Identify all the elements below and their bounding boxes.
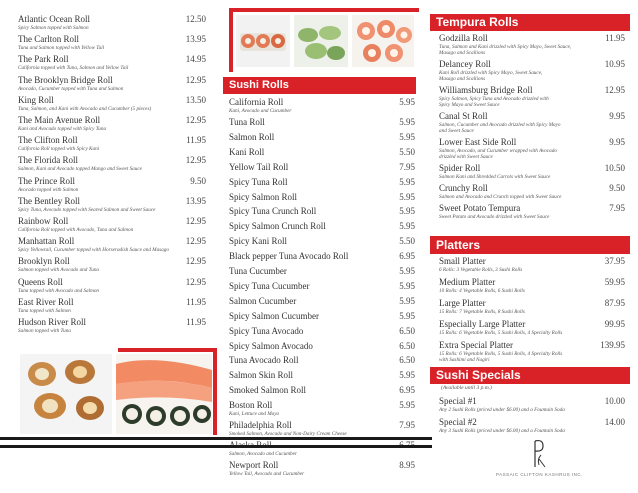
menu-item-name: Spider Roll <box>439 163 481 173</box>
menu-item-price: 11.95 <box>186 317 206 327</box>
menu-item-name: Hudson River Roll <box>18 317 87 327</box>
menu-item <box>18 277 206 294</box>
menu-item-name: Boston Roll <box>229 400 273 411</box>
menu-item <box>229 370 415 381</box>
menu-item-description: Kani, Avocado and Cucumber <box>229 108 292 114</box>
menu-item-name: Spicy Salmon Avocado <box>229 340 313 351</box>
menu-item-name: Manhattan Roll <box>18 236 75 247</box>
menu-item-price: 5.95 <box>399 266 415 276</box>
photo-frame-bottom-right <box>213 348 217 435</box>
menu-item-price: 13.95 <box>185 195 206 206</box>
menu-item <box>439 33 625 56</box>
menu-item-name: Spicy Tuna Crunch Roll <box>229 206 317 217</box>
photo-frame-top <box>229 8 419 12</box>
menu-item <box>229 177 415 188</box>
menu-item <box>18 297 206 314</box>
menu-item <box>439 111 625 134</box>
menu-item-description: Spicy Yellowtail, Cucumber topped with Horseradish Sauce and Masago <box>18 247 169 254</box>
menu-item-name: Special #2 <box>439 417 477 427</box>
menu-item <box>229 236 415 247</box>
menu-item <box>18 256 206 273</box>
menu-item-price: 12.50 <box>185 14 206 24</box>
menu-item-name: Tuna Cucumber <box>229 266 287 276</box>
menu-item-price: 14.95 <box>185 54 206 65</box>
menu-item <box>18 95 206 112</box>
sushi-photo-3 <box>352 15 414 67</box>
menu-item-description: California Roll topped with Avocado, Tuna and Salmon <box>18 227 134 233</box>
menu-item-name: East River Roll <box>18 296 74 307</box>
menu-item-name: Williamsburg Bridge Roll <box>439 85 533 95</box>
menu-item-price: 6.95 <box>399 251 415 262</box>
sushi-photo-1 <box>236 15 290 67</box>
menu-item-name: Spicy Kani Roll <box>229 236 287 247</box>
menu-item-description: Salmon, Avocado and Cucumber <box>229 451 297 458</box>
menu-item-price: 13.95 <box>185 34 206 45</box>
menu-item-price: 5.95 <box>399 191 415 202</box>
menu-item-name: Atlantic Ocean Roll <box>18 14 90 24</box>
menu-item <box>229 296 415 307</box>
bottom-bar-2 <box>0 445 432 448</box>
menu-item-name: Salmon Skin Roll <box>229 370 294 381</box>
menu-item-description: Salmon, Kani and Avocado topped Mango and Sweet Sauce <box>18 166 142 173</box>
menu-item-price: 11.95 <box>605 33 625 43</box>
menu-item <box>439 163 625 180</box>
menu-item-price: 9.95 <box>609 137 625 147</box>
menu-item-name: Philadelphia Roll <box>229 420 292 431</box>
menu-item <box>18 135 206 152</box>
menu-item <box>229 311 415 322</box>
menu-item-description: California Roll topped with Spicy Kani <box>18 146 100 153</box>
menu-item-description: Avocado, Cucumber topped with Tuna and Salmon <box>18 85 124 92</box>
menu-item-price: 5.50 <box>399 146 415 157</box>
menu-item <box>229 326 415 337</box>
menu-item-description: Any 3 Sushi Rolls (priced under $6.00) and a Fountain Soda <box>439 428 565 434</box>
menu-item-name: Salmon Cucumber <box>229 295 297 306</box>
menu-item-name: Special #1 <box>439 396 477 406</box>
menu-item-description: Spicy Salmon, Spicy Tuna and Avocado drizzled with Spicy Mayo and Sweet Sauce <box>439 96 549 108</box>
menu-item-description: Sweet Potato and Avocado drizzled with Sweet Sauce <box>439 214 550 220</box>
menu-item-price: 9.50 <box>609 183 625 193</box>
menu-item-name: Spicy Tuna Roll <box>229 176 288 187</box>
menu-item-name: Lower East Side Roll <box>439 137 517 147</box>
menu-item-price: 14.00 <box>604 417 625 427</box>
menu-item-price: 10.95 <box>604 59 625 69</box>
menu-item-name: Tuna Roll <box>229 117 265 127</box>
menu-item-price: 7.95 <box>609 203 625 213</box>
menu-item-description: Smoked Salmon, Avocado and Non-Dairy Cream Cheese <box>229 431 347 438</box>
menu-item <box>229 162 415 173</box>
menu-item <box>439 396 625 413</box>
menu-item-name: Medium Platter <box>439 277 496 287</box>
sushi-rolls-header: Sushi Rolls <box>223 77 416 94</box>
menu-item-price: 5.50 <box>399 236 415 247</box>
sushi-photo-5 <box>116 354 212 434</box>
menu-item-description: 15 Rolls: 6 Vegetable Rolls, 5 Sushi Rolls, 4 Specialty Rolls with Sashimi and Nagiri <box>439 351 563 363</box>
menu-item-description: Tuna and Salmon topped with Yellow Tail <box>18 45 105 52</box>
menu-item-price: 99.95 <box>604 319 625 329</box>
menu-item-description: 10 Rolls: 4 Vegetable Rolls, 6 Sushi Rolls <box>439 288 525 294</box>
menu-item-name: Brooklyn Roll <box>18 256 70 267</box>
menu-item-price: 87.95 <box>604 298 625 308</box>
menu-item <box>18 176 206 193</box>
menu-item <box>229 355 415 366</box>
menu-item-name: Spicy Salmon Cucumber <box>229 310 319 321</box>
menu-item <box>18 155 206 172</box>
menu-item <box>439 319 625 336</box>
menu-item-name: The Florida Roll <box>18 155 78 166</box>
menu-item-price: 10.50 <box>604 163 625 173</box>
menu-item-price: 12.95 <box>185 216 206 226</box>
menu-item <box>439 277 625 294</box>
menu-item <box>229 281 415 292</box>
menu-item <box>439 298 625 315</box>
menu-item-price: 5.95 <box>399 310 415 321</box>
photo-frame-left <box>229 8 233 72</box>
menu-item-name: Sweet Potato Tempura <box>439 203 521 213</box>
menu-item <box>229 440 415 457</box>
menu-item-price: 139.95 <box>600 340 625 350</box>
menu-item-name: The Park Roll <box>18 54 69 65</box>
menu-item-price: 5.95 <box>399 370 415 381</box>
menu-item-name: Spicy Salmon Roll <box>229 191 298 202</box>
menu-item-name: Spicy Tuna Cucumber <box>229 280 310 291</box>
menu-item <box>229 400 415 417</box>
menu-item-price: 7.95 <box>399 161 415 172</box>
menu-item-description: Any 2 Sushi Rolls (priced under $6.00) and a Fountain Soda <box>439 407 565 413</box>
menu-item-price: 12.95 <box>185 256 206 267</box>
menu-item-name: The Bentley Roll <box>18 195 80 206</box>
menu-item <box>439 183 625 200</box>
menu-item <box>18 216 206 233</box>
menu-item-description: Salmon, Avocado, and Cucumber wrapped with Avocado drizzled with Sweet Sauce <box>439 148 557 160</box>
menu-item-name: The Carlton Roll <box>18 34 79 45</box>
menu-item-name: Rainbow Roll <box>18 216 69 226</box>
menu-item-name: The Main Avenue Roll <box>18 115 101 125</box>
menu-item-price: 11.95 <box>186 296 206 307</box>
menu-item <box>439 59 625 82</box>
menu-item-description: Spicy Salmon topped with Salmon <box>18 25 89 31</box>
menu-item-description: Spicy Tuna, Avocado topped with Seared Salmon and Sweet Sauce <box>18 206 156 213</box>
menu-item-price: 9.95 <box>609 111 625 121</box>
menu-item-price: 12.95 <box>185 74 206 85</box>
menu-item-price: 9.50 <box>190 175 206 186</box>
menu-item <box>18 196 206 213</box>
menu-item-price: 59.95 <box>604 277 625 287</box>
menu-item-description: 15 Rolls: 7 Vegetable Rolls, 8 Sushi Rolls <box>439 309 525 315</box>
menu-item <box>229 132 415 143</box>
menu-item-description: Salmon Kani and Shredded Carrots with Sweet Sauce <box>439 174 551 180</box>
menu-item-price: 12.95 <box>185 236 206 247</box>
menu-item <box>229 192 415 203</box>
menu-item-description: Salmon topped with Avocado and Tuna <box>18 267 100 274</box>
menu-item <box>229 221 415 232</box>
menu-item-description: California topped with Tuna, Salmon and Yellow Tail <box>18 65 129 72</box>
tempura-rolls-header: Tempura Rolls <box>430 14 630 31</box>
menu-item-name: Spicy Salmon Crunch Roll <box>229 221 326 232</box>
menu-item-name: California Roll <box>229 97 284 107</box>
menu-item-name: Extra Special Platter <box>439 340 513 350</box>
menu-item-description: 15 Rolls: 6 Vegetable Rolls, 5 Sushi Rolls, 4 Specialty Rolls <box>439 330 563 336</box>
menu-item-name: Black pepper Tuna Avocado Roll <box>229 251 349 262</box>
menu-item-price: 12.95 <box>185 155 206 166</box>
menu-item-name: The Brooklyn Bridge Roll <box>18 74 113 85</box>
menu-item <box>18 236 206 253</box>
menu-item-description: Tuna topped with Avocado and Salmon <box>18 287 100 294</box>
menu-item <box>18 14 206 31</box>
menu-item-name: Salmon Roll <box>229 131 275 142</box>
menu-item-name: Large Platter <box>439 298 486 308</box>
menu-item <box>18 54 206 71</box>
menu-item-description: Kani, Lettuce and Mayo <box>229 411 280 418</box>
menu-item <box>229 266 415 277</box>
menu-item-price: 5.95 <box>399 176 415 187</box>
sushi-photo-4 <box>20 354 112 434</box>
menu-item <box>229 385 415 396</box>
menu-item-price: 5.95 <box>399 131 415 142</box>
menu-item-name: The Prince Roll <box>18 175 75 186</box>
menu-item <box>229 117 415 128</box>
bottom-bar-1 <box>0 437 432 440</box>
menu-item-name: Godzilla Roll <box>439 33 488 43</box>
menu-item-price: 6.50 <box>399 355 415 366</box>
menu-item-name: Small Platter <box>439 256 486 266</box>
menu-item <box>439 85 625 108</box>
menu-item-description: Salmon and Avocado and Crunch topped with Sweet Sauce <box>439 194 562 200</box>
menu-item-name: Especially Large Platter <box>439 319 526 329</box>
menu-item-price: 10.00 <box>604 396 625 406</box>
kashrus-caption: PASSAIC CLIFTON KASHRUS INC. <box>496 472 583 477</box>
menu-item <box>439 256 625 273</box>
menu-item-price: 5.95 <box>399 206 415 217</box>
menu-item-description: Salmon topped with Tuna <box>18 328 71 334</box>
menu-item <box>439 417 625 434</box>
menu-item-name: Tuna Avocado Roll <box>229 355 299 366</box>
specials-availability-note: (Available until 3 p.m.) <box>441 385 492 391</box>
menu-item-description: Kani Roll drizzled with Spicy Mayo, Sweet Sauce, Masago and Scallions <box>439 70 543 82</box>
menu-item-description: Yellow Tail, Avocado and Cucumber <box>229 471 305 478</box>
menu-item-description: Tuna topped with Salmon <box>18 307 71 314</box>
menu-item-name: Newport Roll <box>229 460 279 471</box>
menu-item-name: Yellow Tail Roll <box>229 161 289 172</box>
menu-item-price: 6.50 <box>399 340 415 351</box>
menu-item-price: 12.95 <box>185 276 206 287</box>
menu-item-name: King Roll <box>18 94 54 105</box>
menu-item <box>439 203 625 220</box>
menu-item-description: Tuna, Salmon, and Kani with Avocado and Cucumber (5 pieces) <box>18 105 152 112</box>
menu-item-price: 11.95 <box>186 135 206 146</box>
menu-item-price: 5.95 <box>399 221 415 232</box>
sushi-photo-2 <box>294 15 348 67</box>
menu-item-price: 6.50 <box>399 325 415 336</box>
menu-item-price: 5.95 <box>399 295 415 306</box>
menu-item-name: Spicy Tuna Avocado <box>229 325 304 336</box>
platters-header: Platters <box>430 236 630 254</box>
menu-item-price: 8.95 <box>399 460 415 471</box>
menu-item-price: 7.95 <box>399 420 415 431</box>
photo-frame-bottom-top <box>118 348 217 352</box>
menu-item-price: 13.50 <box>185 94 206 105</box>
menu-item <box>439 137 625 160</box>
menu-item-name: Canal St Roll <box>439 111 488 121</box>
menu-item <box>229 147 415 158</box>
menu-item-description: Salmon, Cucumber and Avocado drizzled with Spicy Mayo and Sweet Sauce <box>439 122 561 134</box>
menu-item-price: 12.95 <box>604 85 625 95</box>
menu-item <box>229 460 415 477</box>
menu-item-description: Tuna, Salmon and Kani drizzled with Spicy Mayo, Sweet Sauce, Masago and Scallions <box>439 44 572 56</box>
menu-item <box>229 341 415 352</box>
menu-item <box>439 340 625 363</box>
menu-item <box>18 317 206 334</box>
menu-item-price: 5.95 <box>399 117 415 127</box>
menu-item-description: 6 Rolls: 3 Vegetable Rolls, 3 Sushi Rolls <box>439 267 523 273</box>
menu-item-price: 5.95 <box>399 97 415 107</box>
kashrus-logo <box>527 437 551 471</box>
menu-item-name: The Clifton Roll <box>18 135 78 146</box>
menu-item <box>229 206 415 217</box>
menu-item-price: 12.95 <box>185 115 206 125</box>
menu-item-price: 6.95 <box>399 385 415 396</box>
menu-item-description: Avocado topped with Salmon <box>18 186 79 193</box>
menu-item <box>18 75 206 92</box>
menu-item <box>229 97 415 114</box>
menu-item <box>18 115 206 132</box>
menu-item <box>229 251 415 262</box>
menu-item <box>229 420 415 437</box>
menu-item-name: Delancey Roll <box>439 59 491 69</box>
menu-item-name: Crunchy Roll <box>439 183 488 193</box>
sushi-specials-header: Sushi Specials <box>430 367 630 384</box>
menu-item-name: Kani Roll <box>229 146 265 157</box>
menu-item <box>18 34 206 51</box>
menu-item-price: 5.95 <box>399 400 415 411</box>
menu-item-name: Queens Roll <box>18 276 63 287</box>
menu-item-description: Kani and Avocado topped with Spicy Tuna <box>18 126 107 132</box>
menu-item-name: Smoked Salmon Roll <box>229 385 307 396</box>
menu-item-price: 5.95 <box>399 280 415 291</box>
menu-item-price: 37.95 <box>604 256 625 266</box>
